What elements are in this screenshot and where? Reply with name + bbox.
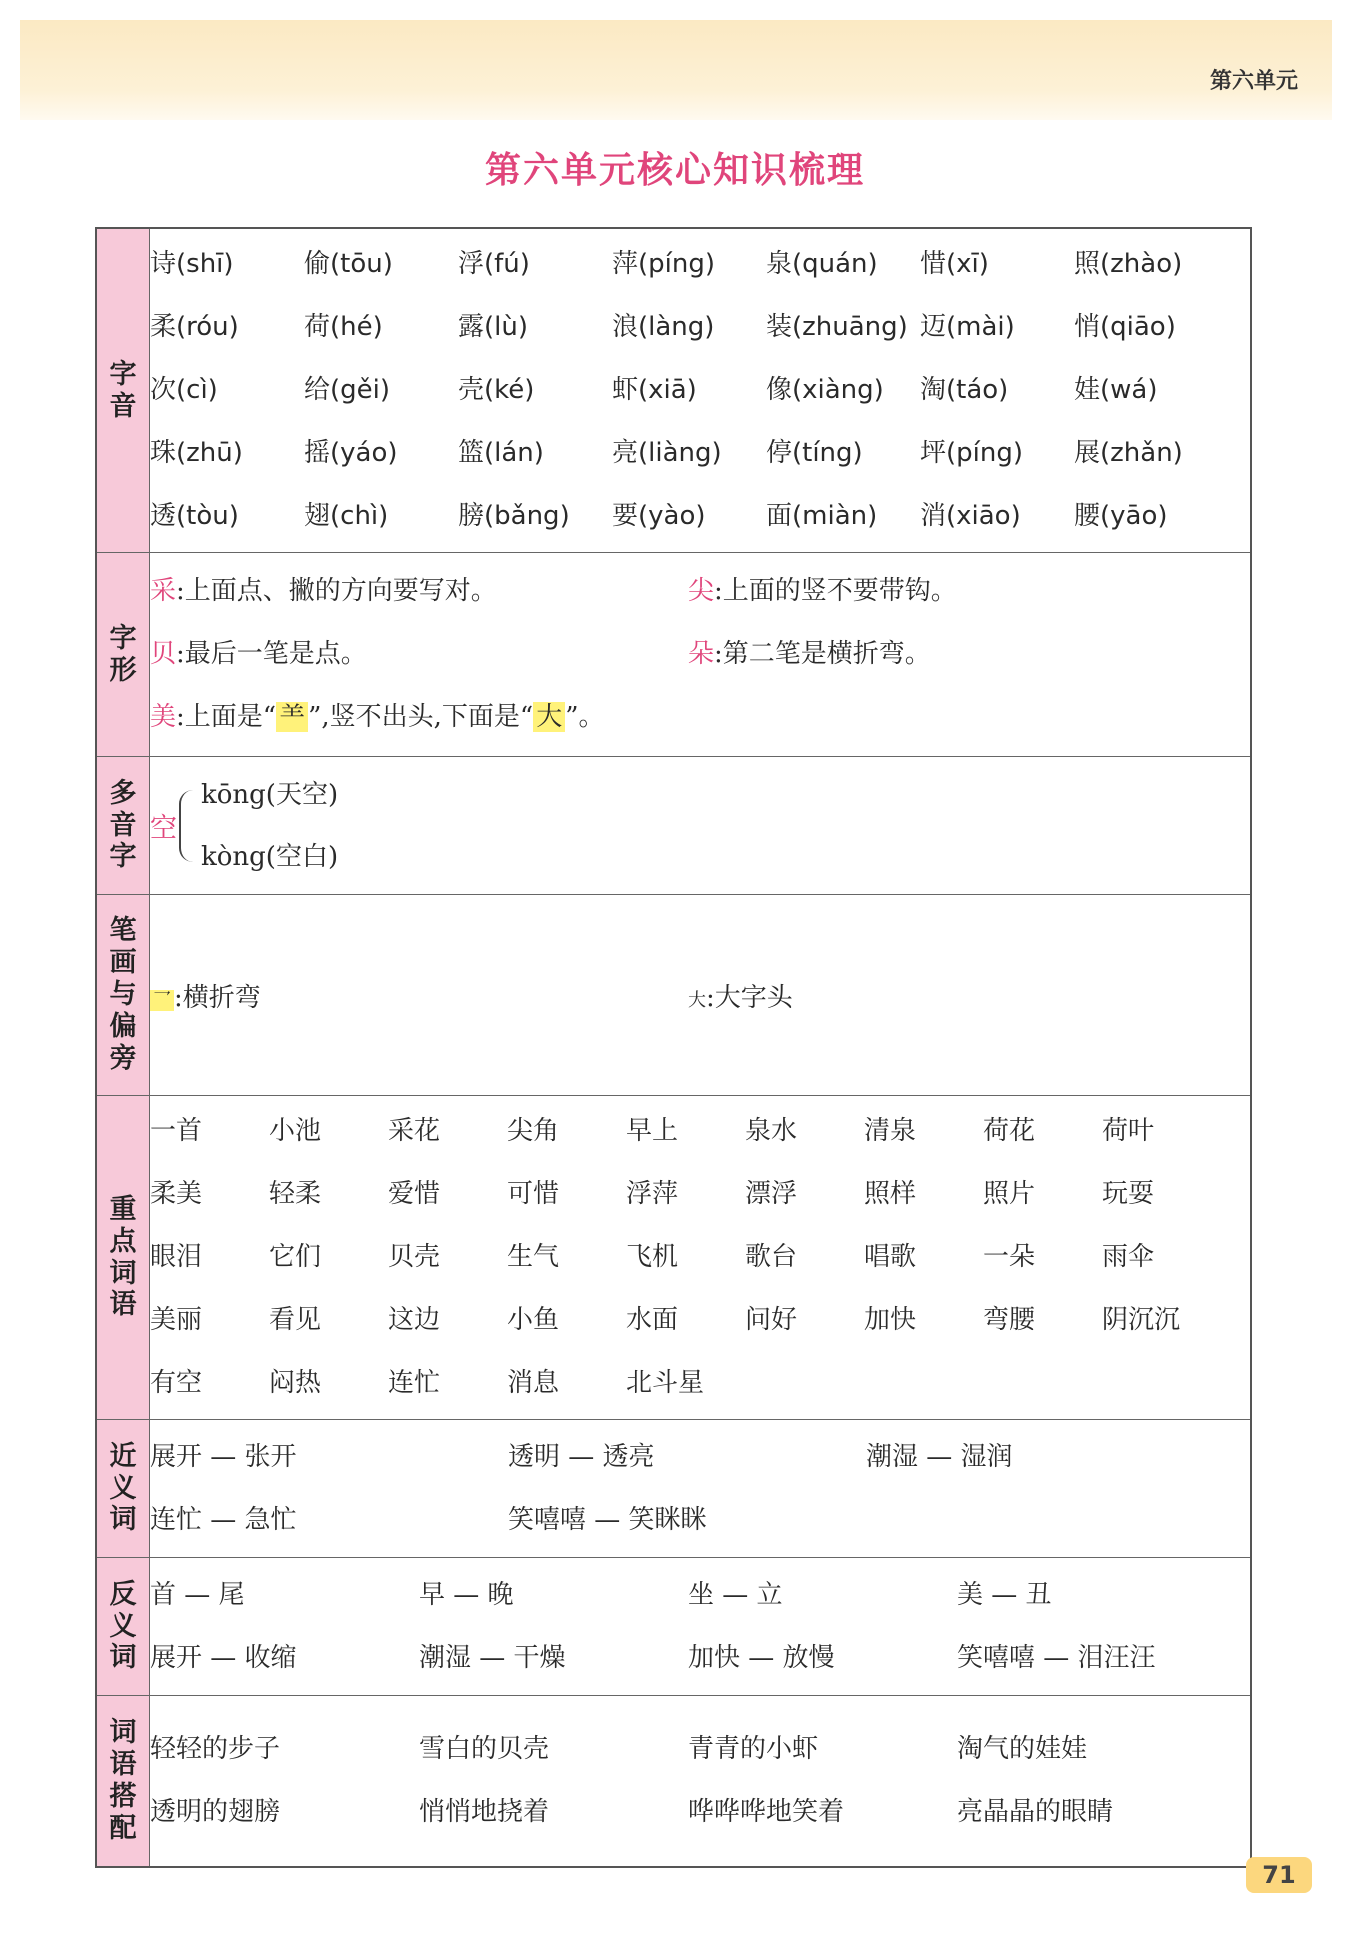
unit-tab: 第六单元	[1209, 69, 1298, 94]
label-text: 词	[109, 1642, 137, 1674]
label-text: 与	[109, 979, 137, 1011]
label-antonyms	[96, 1558, 150, 1696]
brace-icon	[179, 790, 195, 862]
stroke-item	[150, 977, 688, 1014]
polyphone-readings	[201, 764, 338, 888]
radical-text: :大字头	[706, 982, 793, 1013]
key-word: 可惜	[507, 1179, 560, 1209]
radical-symbol: 大	[688, 989, 706, 1011]
pronunciation-item: 露(lù)	[458, 312, 528, 342]
label-key-words	[96, 1096, 150, 1420]
antonym-pair: 美 — 丑	[957, 1579, 1052, 1610]
radical-item	[688, 977, 1226, 1014]
header-band	[20, 20, 1332, 120]
pronunciation-item: 悄(qiāo)	[1074, 312, 1176, 342]
key-word: 北斗星	[626, 1368, 705, 1398]
key-word: 浮萍	[626, 1179, 679, 1209]
synonyms-content	[150, 1420, 1252, 1558]
label-text: 点	[109, 1225, 137, 1257]
glyph-row	[150, 623, 1250, 686]
key-word: 漂浮	[745, 1179, 798, 1209]
glyph-note	[150, 560, 688, 623]
collocation-item: 淘气的娃娃	[957, 1734, 1088, 1764]
polyphone-char: 空	[150, 813, 177, 844]
row-key-words	[96, 1096, 1251, 1420]
glyph-note-mei	[150, 686, 605, 749]
key-word: 尖角	[507, 1116, 560, 1146]
row-antonyms	[96, 1558, 1251, 1696]
pronunciation-item: 面(miàn)	[766, 501, 878, 531]
pronunciation-item: 翅(chì)	[304, 501, 389, 531]
label-text: 音	[109, 390, 137, 422]
glyph-row	[150, 560, 1250, 623]
glyph-text: :最后一笔是点。	[176, 639, 367, 669]
glyph-char: 美	[150, 702, 177, 732]
pronunciation-item: 浮(fú)	[458, 249, 530, 279]
collocation-item: 透明的翅膀	[150, 1797, 281, 1827]
pronunciation-content	[150, 228, 1252, 553]
pronunciation-item: 消(xiāo)	[920, 501, 1021, 531]
label-text: 画	[109, 947, 137, 979]
antonym-pair: 展开 — 收缩	[150, 1642, 297, 1673]
antonym-pair: 潮湿 — 干燥	[419, 1642, 566, 1673]
glyph-note	[150, 623, 688, 686]
pronunciation-item: 娃(wá)	[1074, 375, 1158, 405]
antonyms-grid	[150, 1564, 1250, 1690]
highlight-radical: ⺷	[276, 702, 308, 732]
synonym-pair: 透明 — 透亮	[508, 1441, 655, 1472]
stroke-text: :横折弯	[174, 982, 261, 1013]
glyph-char: 尖	[688, 576, 715, 606]
label-text: 字	[109, 358, 137, 390]
synonym-pair: 展开 — 张开	[150, 1441, 297, 1472]
key-word: 小鱼	[507, 1305, 560, 1335]
polyphone-reading: kōng(天空)	[201, 779, 339, 810]
label-strokes	[96, 895, 150, 1096]
polyphone-content	[150, 757, 1252, 895]
pronunciation-item: 萍(píng)	[612, 249, 715, 279]
pronunciation-item: 透(tòu)	[150, 501, 239, 531]
key-word: 连忙	[388, 1368, 441, 1398]
strokes-row	[150, 895, 1250, 1095]
pronunciation-grid	[150, 233, 1250, 548]
label-text: 反	[109, 1578, 137, 1610]
pronunciation-item: 诗(shī)	[150, 249, 234, 279]
pronunciation-item: 篮(lán)	[458, 438, 544, 468]
pronunciation-item: 展(zhǎn)	[1074, 438, 1183, 468]
key-word: 采花	[388, 1116, 441, 1146]
collocation-item: 雪白的贝壳	[419, 1734, 550, 1764]
label-text: 多	[109, 777, 137, 809]
row-polyphone	[96, 757, 1251, 895]
label-collocations	[96, 1696, 150, 1868]
polyphone-group	[150, 757, 1250, 894]
label-text: 笔	[109, 915, 137, 947]
row-synonyms	[96, 1420, 1251, 1558]
key-word: 小池	[269, 1116, 322, 1146]
synonym-pair: 笑嘻嘻 — 笑眯眯	[508, 1504, 707, 1535]
pronunciation-item: 柔(róu)	[150, 312, 239, 342]
label-text: 音	[109, 809, 137, 841]
pronunciation-item: 偷(tōu)	[304, 249, 393, 279]
pronunciation-item: 给(gěi)	[304, 375, 391, 405]
key-word: 泉水	[745, 1116, 798, 1146]
key-word: 闷热	[269, 1368, 322, 1398]
pronunciation-item: 停(tíng)	[766, 438, 863, 468]
glyph-row	[150, 686, 1250, 749]
knowledge-table	[95, 227, 1252, 1868]
key-word: 玩耍	[1102, 1179, 1155, 1209]
collocations-grid	[150, 1718, 1250, 1844]
stroke-symbol: 乛	[150, 990, 174, 1011]
key-word: 轻柔	[269, 1179, 322, 1209]
pronunciation-item: 泉(quán)	[766, 249, 878, 279]
label-text: 近	[109, 1440, 137, 1472]
pronunciation-item: 照(zhào)	[1074, 249, 1183, 279]
page-title: 第六单元核心知识梳理	[484, 150, 865, 191]
row-pronunciation	[96, 228, 1251, 553]
highlight-radical: 大	[533, 702, 565, 732]
key-word: 贝壳	[388, 1242, 441, 1272]
key-word: 这边	[388, 1305, 441, 1335]
pronunciation-item: 壳(ké)	[458, 375, 535, 405]
synonyms-grid	[150, 1426, 1250, 1552]
row-strokes	[96, 895, 1251, 1096]
label-polyphone	[96, 757, 150, 895]
pronunciation-item: 摇(yáo)	[304, 438, 398, 468]
collocation-item: 青青的小虾	[688, 1734, 819, 1764]
glyph-content	[150, 553, 1252, 757]
antonym-pair: 加快 — 放慢	[688, 1642, 835, 1673]
label-text: 重	[109, 1193, 137, 1225]
antonym-pair: 笑嘻嘻 — 泪汪汪	[957, 1642, 1156, 1673]
label-text: 词	[109, 1257, 137, 1289]
label-synonyms	[96, 1420, 150, 1558]
pronunciation-item: 膀(bǎng)	[458, 501, 570, 531]
glyph-text: ”,竖不出头,下面是“	[308, 702, 534, 732]
synonym-pair: 连忙 — 急忙	[150, 1504, 297, 1535]
glyph-text: :上面点、撇的方向要写对。	[176, 576, 497, 606]
glyph-note	[688, 560, 957, 623]
glyph-text: :上面是“	[176, 702, 277, 732]
glyph-char: 贝	[150, 639, 177, 669]
key-word: 柔美	[150, 1179, 203, 1209]
key-word: 一首	[150, 1116, 203, 1146]
pronunciation-item: 虾(xiā)	[612, 375, 697, 405]
label-text: 语	[109, 1289, 137, 1321]
synonym-pair: 潮湿 — 湿润	[866, 1441, 1013, 1472]
key-word: 歌台	[745, 1242, 798, 1272]
label-text: 形	[109, 654, 137, 686]
pronunciation-item: 腰(yāo)	[1074, 501, 1168, 531]
antonyms-content	[150, 1558, 1252, 1696]
antonym-pair: 首 — 尾	[150, 1579, 245, 1610]
label-text: 义	[109, 1472, 137, 1504]
row-collocations	[96, 1696, 1251, 1868]
pronunciation-item: 荷(hé)	[304, 312, 383, 342]
row-glyph	[96, 553, 1251, 757]
key-word: 生气	[507, 1242, 560, 1272]
label-text: 字	[109, 841, 137, 873]
glyph-char: 朵	[688, 639, 715, 669]
glyph-text: :第二笔是横折弯。	[714, 639, 931, 669]
glyph-text: :上面的竖不要带钩。	[714, 576, 957, 606]
label-pronunciation	[96, 228, 150, 553]
pronunciation-item: 浪(làng)	[612, 312, 715, 342]
key-word: 早上	[626, 1116, 679, 1146]
key-word: 消息	[507, 1368, 560, 1398]
key-word: 有空	[150, 1368, 203, 1398]
pronunciation-item: 迈(mài)	[920, 312, 1015, 342]
pronunciation-item: 亮(liàng)	[612, 438, 722, 468]
key-word: 照样	[864, 1179, 917, 1209]
label-text: 词	[109, 1504, 137, 1536]
key-words-content	[150, 1096, 1252, 1420]
pronunciation-item: 淘(táo)	[920, 375, 1009, 405]
collocation-item: 悄悄地挠着	[419, 1797, 550, 1827]
glyph-text: ”。	[565, 702, 605, 732]
key-word: 飞机	[626, 1242, 679, 1272]
pronunciation-item: 像(xiàng)	[766, 375, 884, 405]
collocations-content	[150, 1696, 1252, 1868]
page-number: 71	[1246, 1857, 1312, 1893]
label-text: 搭	[109, 1781, 137, 1812]
key-word: 清泉	[864, 1116, 917, 1146]
key-word: 水面	[626, 1305, 679, 1335]
key-word: 问好	[745, 1305, 798, 1335]
collocation-item: 哗哗哗地笑着	[688, 1797, 845, 1827]
pronunciation-item: 装(zhuāng)	[766, 312, 908, 342]
key-word: 荷花	[983, 1116, 1036, 1146]
collocation-item: 轻轻的步子	[150, 1734, 281, 1764]
key-word: 阴沉沉	[1102, 1305, 1181, 1335]
glyph-char: 采	[150, 576, 177, 606]
antonym-pair: 坐 — 立	[688, 1579, 783, 1610]
label-text: 词	[109, 1717, 137, 1749]
key-word: 照片	[983, 1179, 1036, 1209]
pronunciation-item: 惜(xī)	[920, 249, 989, 279]
key-word: 爱惜	[388, 1179, 441, 1209]
label-text: 义	[109, 1610, 137, 1642]
collocation-item: 亮晶晶的眼睛	[957, 1797, 1114, 1827]
pronunciation-item: 要(yào)	[612, 501, 706, 531]
polyphone-reading: kòng(空白)	[201, 841, 339, 872]
strokes-content	[150, 895, 1252, 1096]
antonym-pair: 早 — 晚	[419, 1579, 514, 1610]
key-word: 眼泪	[150, 1242, 203, 1272]
key-word: 看见	[269, 1305, 322, 1335]
pronunciation-item: 坪(píng)	[920, 438, 1023, 468]
label-text: 偏	[109, 1010, 137, 1042]
key-word: 它们	[269, 1242, 322, 1272]
key-word: 加快	[864, 1305, 917, 1335]
pronunciation-item: 珠(zhū)	[150, 438, 243, 468]
pronunciation-item: 次(cì)	[150, 375, 218, 405]
label-text: 配	[109, 1812, 137, 1844]
key-word: 美丽	[150, 1305, 203, 1335]
key-words-grid	[150, 1100, 1250, 1415]
key-word: 一朵	[983, 1242, 1036, 1272]
key-word: 荷叶	[1102, 1116, 1155, 1146]
label-text: 旁	[109, 1042, 137, 1074]
key-word: 弯腰	[983, 1305, 1036, 1335]
label-text: 语	[109, 1749, 137, 1781]
key-word: 唱歌	[864, 1242, 917, 1272]
key-word: 雨伞	[1102, 1242, 1155, 1272]
glyph-note	[688, 623, 931, 686]
label-glyph	[96, 553, 150, 757]
label-text: 字	[109, 622, 137, 654]
